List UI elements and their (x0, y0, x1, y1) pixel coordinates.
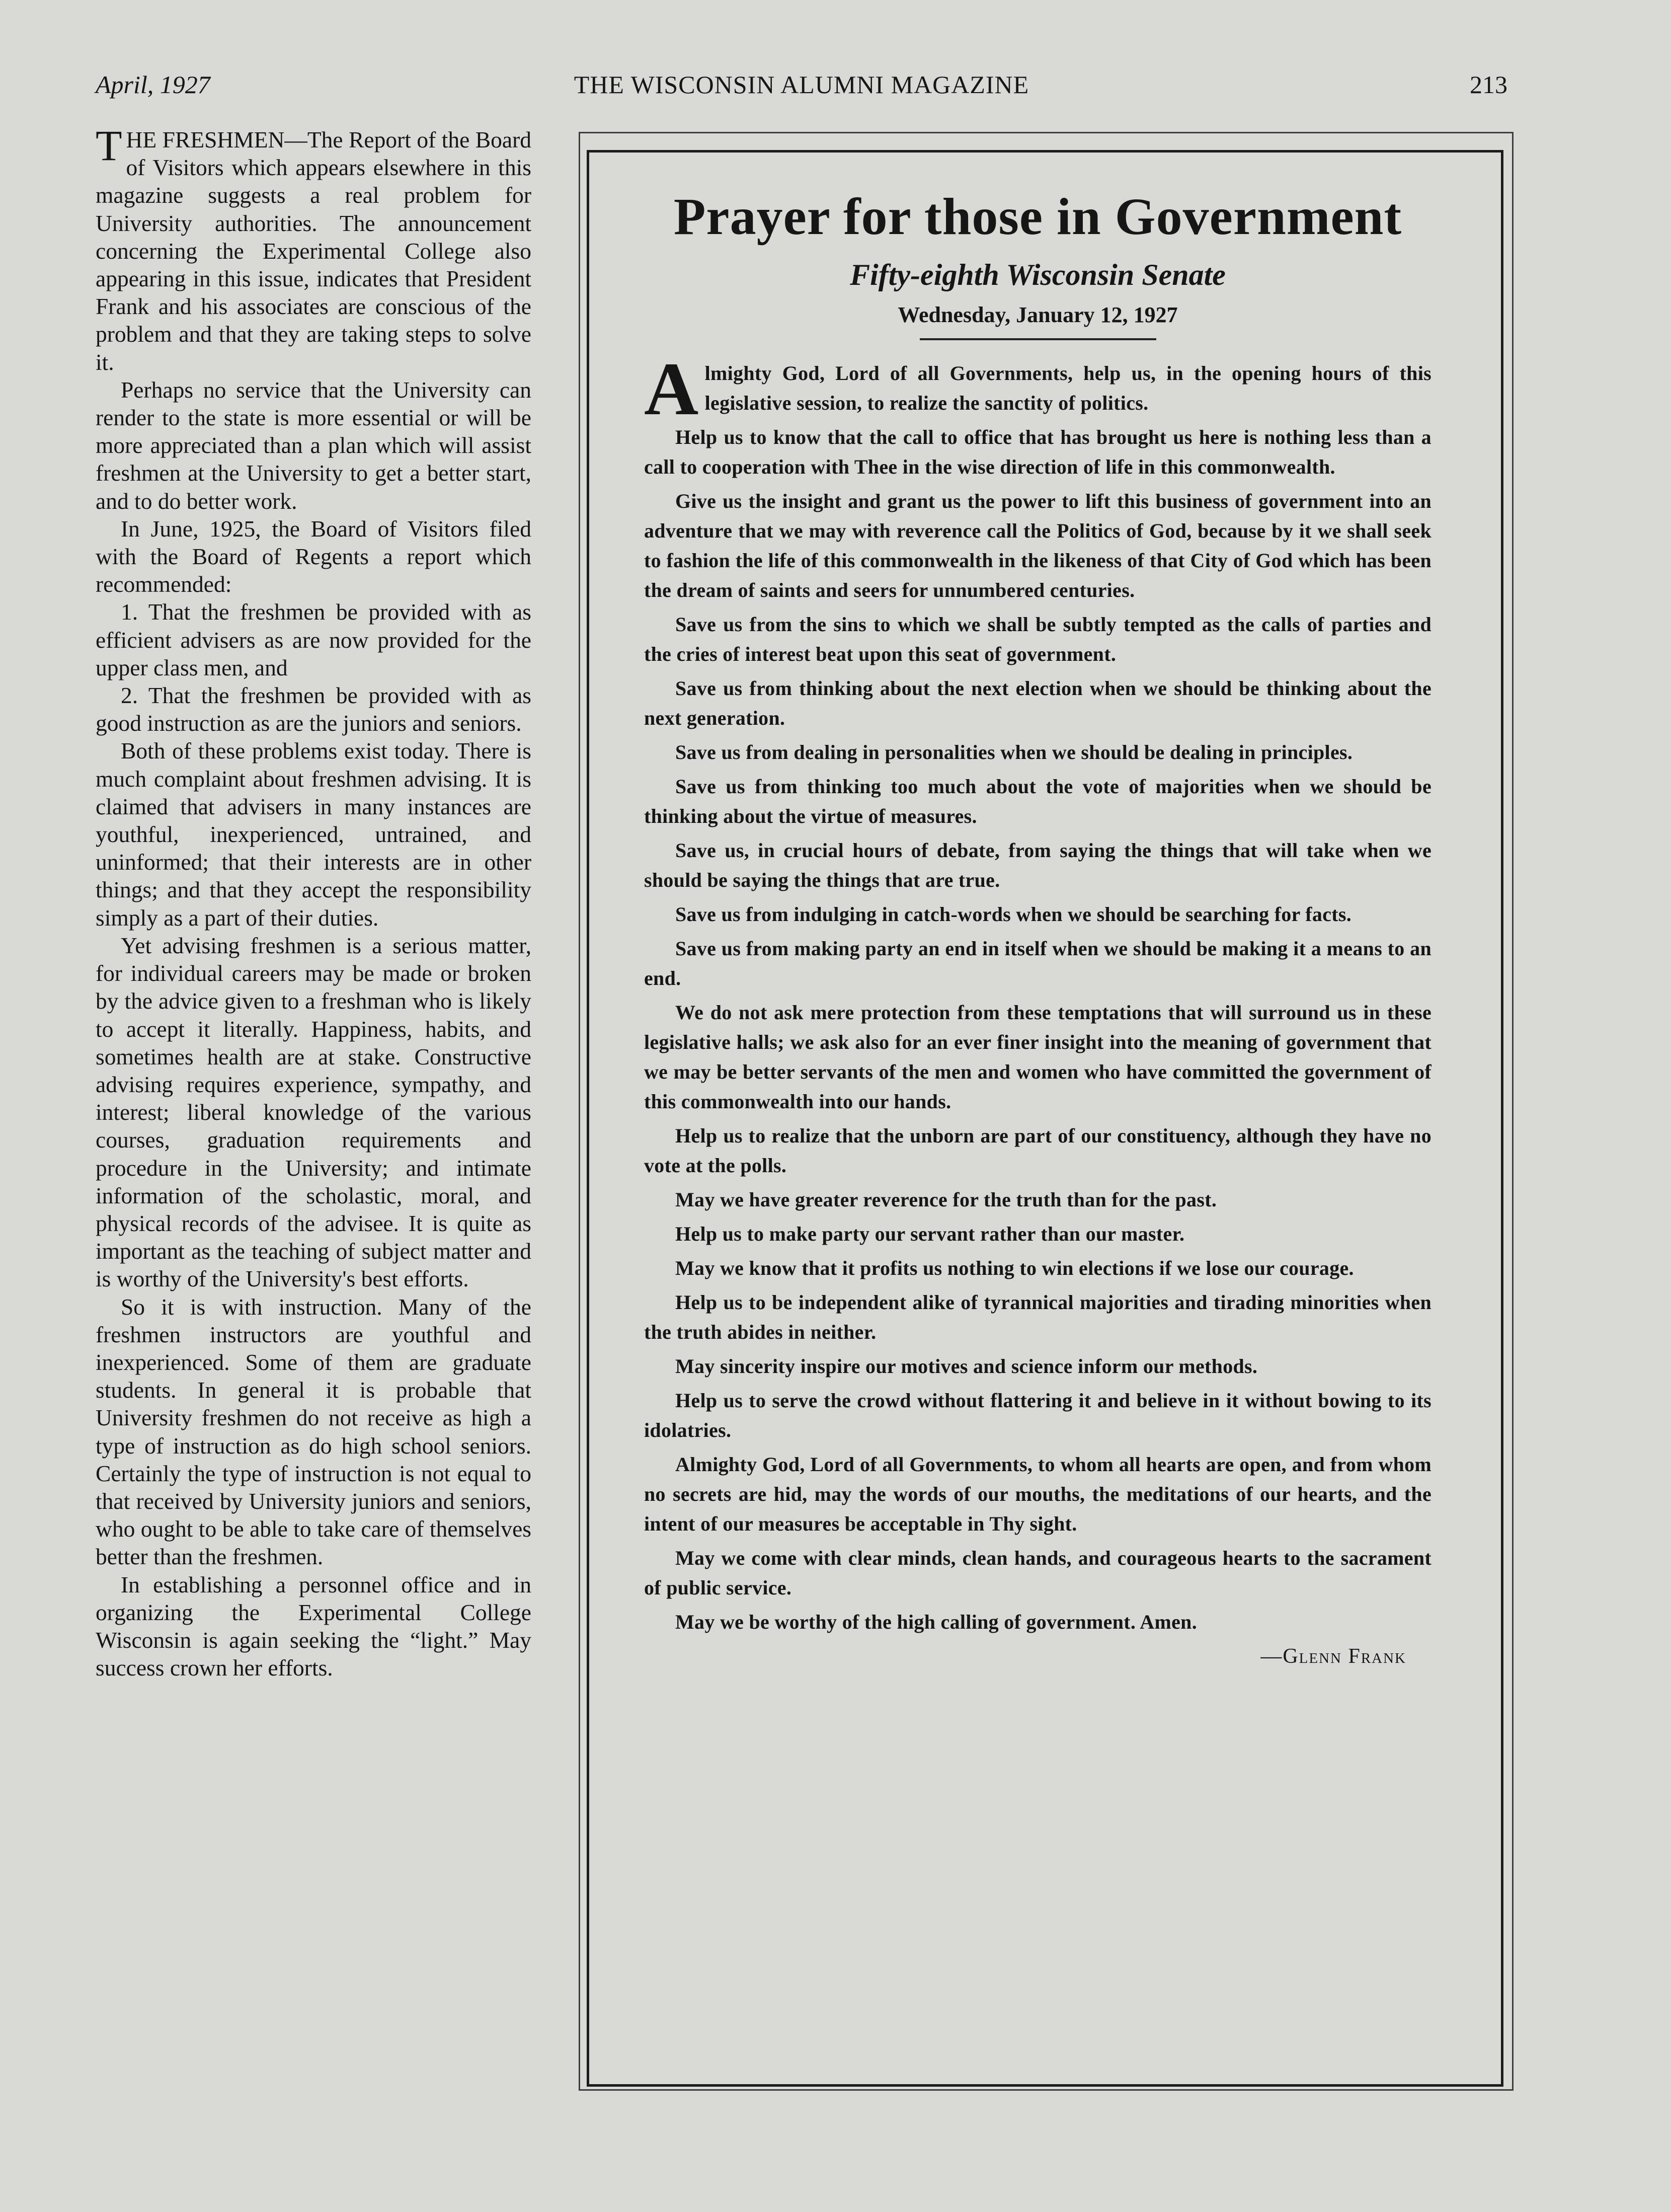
prayer-paragraph: May sincerity inspire our motives and science inform our methods. (675, 1355, 1258, 1378)
prayer-paragraph: Save us from dealing in personalities when we should be dealing in principles. (675, 741, 1353, 764)
editorial-paragraph: In June, 1925, the Board of Visitors filed with the Board of Regents a report which recommended: (96, 515, 531, 597)
prayer-paragraph: Almighty God, Lord of all Governments, help us, in the opening hours of this legislative session, to realize the sanctity of politics. (644, 347, 1431, 431)
prayer-date: Wednesday, January 12, 1927 (898, 302, 1178, 327)
prayer-paragraph: May we have greater reverence for the truth than for the past. (675, 1188, 1217, 1211)
editorial-paragraph: Yet advising freshmen is a serious matter, for individual careers may be made or broken by the advice given to a freshman who is likely to accept it literally. Happiness, habits, and sometimes health are at stake. Constructive advising requires experience, sympathy, and interest; liberal knowledge of the various courses, graduation requirements and procedure in the University; and intimate information of the scholastic, moral, and physical records of the advisee. It is quite as important as the teaching of subject matter and is worthy of the University's best efforts. (96, 932, 531, 1292)
editorial-paragraph: Both of these problems exist today. There is much complaint about freshmen advising. It is claimed that advisers in many instances are youthful, inexperienced, untrained, and uninformed; that their interests are in other things; and that they accept the responsibility simply as a part of their duties. (96, 738, 531, 931)
prayer-paragraph: Save us, in crucial hours of debate, from saying the things that will take when we should be saying the things that are true. (644, 839, 1431, 891)
page-header (96, 64, 1507, 105)
editorial-paragraph: Perhaps no service that the University can render to the state is more essential or will be more appreciated than a plan which will assist freshmen at the University to get a better start, and to do better work. (96, 376, 531, 514)
issue-date: April, 1927 (96, 70, 210, 99)
prayer-paragraph: Save us from thinking about the next election when we should be thinking about the next generation. (644, 677, 1431, 729)
drop-cap: T (96, 121, 122, 170)
prayer-paragraph: Give us the insight and grant us the power to lift this business of government into an adventure that we may with reverence call the Politics of God, because by it we shall seek to fashion the life of this commonwealth in the likeness of that City of God which has been the dream of saints and seers for unnumbered centuries. (644, 490, 1431, 601)
prayer-paragraph: May we be worthy of the high calling of government. Amen. (675, 1611, 1198, 1633)
prayer-paragraph: Save us from making party an end in itself when we should be making it a means to an end. (644, 937, 1431, 989)
prayer-paragraph: Almighty God, Lord of all Governments, to whom all hearts are open, and from whom no secrets are hid, may the words of our mouths, the meditations of our hearts, and the intent of our measures be acceptable in Thy sight. (644, 1453, 1431, 1535)
prayer-paragraph: Help us to know that the call to office that has brought us here is nothing less than a call to cooperation with Thee in the wise direction of life in this commonwealth. (644, 426, 1431, 478)
magazine-title: THE WISCONSIN ALUMNI MAGAZINE (574, 70, 1029, 99)
prayer-paragraph: Help us to realize that the unborn are part of our constituency, although they have no vote at the polls. (644, 1124, 1431, 1177)
prayer-subtitle: Fifty-eighth Wisconsin Senate (850, 258, 1226, 291)
editorial-paragraph: So it is with instruction. Many of the freshmen instructors are youthful and inexperienced. Some of them are graduate students. In general it is probable that University freshmen do not receive as high a type of instruction as do high school seniors. Certainly the type of instruction is not equal to that received by University juniors and seniors, who ought to be able to take care of themselves better than the freshmen. (96, 1293, 531, 1570)
prayer-paragraph: We do not ask mere protection from these temptations that will surround us in these legislative halls; we ask also for an ever finer insight into the meaning of government that we may be better servants of the men and women who have committed the government of this commonwealth into our hands. (644, 1001, 1431, 1113)
prayer-paragraph: Help us to serve the crowd without flattering it and believe in it without bowing to its idolatries. (644, 1389, 1431, 1441)
prayer-paragraph: Save us from the sins to which we shall be subtly tempted as the calls of parties and the cries of interest beat upon this seat of government. (644, 613, 1431, 665)
prayer-article (644, 184, 1431, 1671)
divider (920, 338, 1156, 340)
author-signature: —Glenn Frank (1260, 1645, 1406, 1668)
prayer-paragraph: Save us from indulging in catch-words when we should be searching for facts. (675, 903, 1352, 926)
editorial-paragraph: 1. That the freshmen be provided with as efficient advisers as are now provided for the upper class men, and (96, 599, 531, 680)
editorial-paragraph: In establishing a personnel office and in organizing the Experimental College Wisconsin is again seeking the “light.” May success crown her efforts. (96, 1571, 531, 1681)
prayer-title: Prayer for those in Government (673, 188, 1402, 246)
editorial-paragraph: THE FRESHMEN—The Report of the Board of Visitors which appears elsewhere in this magazine suggests a real problem for University authorities. The announcement concerning the Experimental College also appearing in this issue, indicates that President Frank and his associates are conscious of the problem and that they are taking steps to solve it. (96, 121, 531, 375)
prayer-paragraph: Save us from thinking too much about the vote of majorities when we should be thinking about the virtue of measures. (644, 775, 1431, 827)
prayer-paragraph: May we know that it profits us nothing to win elections if we lose our courage. (675, 1257, 1354, 1279)
prayer-paragraph: Help us to be independent alike of tyrannical majorities and tirading minorities when the truth abides in neither. (644, 1291, 1431, 1343)
prayer-paragraph: May we come with clear minds, clean hands, and courageous hearts to the sacrament of public service. (644, 1547, 1431, 1599)
editorial-paragraph: 2. That the freshmen be provided with as good instruction as are the juniors and seniors. (96, 682, 531, 736)
initial-letter: A (644, 347, 699, 431)
editorial-column (96, 121, 531, 1682)
prayer-paragraph: Help us to make party our servant rather than our master. (675, 1223, 1185, 1245)
page-number: 213 (1470, 70, 1507, 99)
